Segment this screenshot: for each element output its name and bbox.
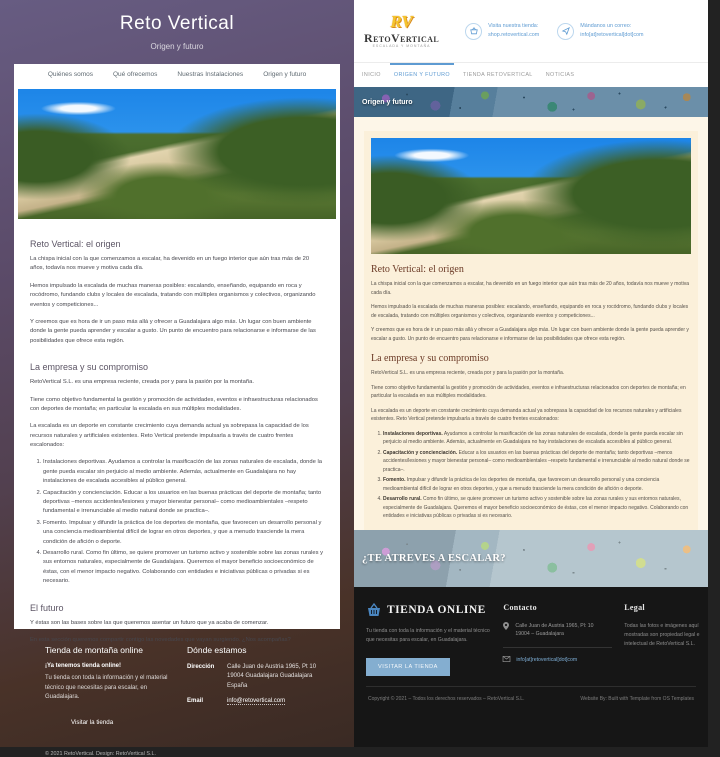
right-header (354, 0, 708, 62)
footer-address-row (503, 622, 612, 648)
paragraph: La chispa inicial con la que comenzamos a escalar, ha devenido en un fuego interior que aún tras más de 20 años, todavía nos mueve y motiva cada día. (30, 256, 310, 272)
footer-legal-column (624, 603, 720, 676)
address-row (187, 663, 338, 691)
mail-contact-label: Mándanos un correo: (580, 23, 632, 30)
list-item-lead: Capacitación y concienciación. (383, 449, 458, 456)
paragraph: En esta sección queremos compartir contigo las novedades que vayan surgiendo. ¿Nos acompañas? (30, 636, 291, 643)
list-item (383, 430, 691, 447)
basket-icon (465, 23, 482, 40)
page-title: Reto Vertical (119, 13, 235, 34)
footer-shop-column (366, 603, 491, 676)
visit-shop-link[interactable]: Visitar la tienda (71, 718, 114, 726)
list-item-lead: Fomento. (383, 477, 406, 483)
right-site-panel (354, 0, 708, 747)
section-heading-origin: Reto Vertical: el origen (30, 239, 121, 249)
address-value: Calle Juan de Austria 1965, Pt 10 19004 Guadalajara Guadalajara España (227, 664, 317, 689)
four-fronts-list (30, 458, 324, 586)
nav-item-instalaciones[interactable]: Nuestras Instalaciones (177, 71, 244, 78)
logo-tagline: ESCALADA Y MONTAÑA (372, 44, 431, 49)
section-heading-future: El futuro (30, 602, 64, 613)
logo-rv-icon: RV (390, 12, 413, 32)
logo-name: RetoVertical (364, 31, 440, 46)
list-item (43, 519, 324, 547)
list-item (43, 549, 324, 587)
envelope-icon (503, 656, 510, 662)
location-pin-icon (503, 622, 509, 630)
list-item (43, 458, 324, 486)
copyright-text: Copyright © 2021 – Todos los derechos reservados – RetoVertical S.L. (368, 695, 525, 702)
landscape-photo (371, 138, 691, 254)
list-item-lead: Instalaciones deportivas. (383, 430, 443, 437)
header-contacts (465, 22, 643, 39)
list-item-text: Educar a los usuarios en las buenas prácticas del deporte de montaña; tanto deportivas –menos accidentes/lesiones y mayor bienestar personal– como medioambientales –respeto fundamental e irrenunciable al medio natural donde se practica–. (43, 489, 322, 515)
email-row (187, 697, 338, 706)
site-logo[interactable] (364, 13, 439, 49)
copyright-text: © 2021 RetoVertical. Design: RetoVertical S.L. (45, 750, 156, 757)
shop-contact-label: Visita nuestra tienda: (488, 23, 539, 30)
breadcrumb: Origen y futuro (362, 98, 413, 106)
right-footer (354, 587, 708, 747)
list-item-text: Ayudamos a controlar la masificación de las zonas naturales de escalada, donde la gente pueda escalar sin perjuicio al medio ambiente. Además, actualmente en Guadalajara no hay instalaciones de escalada accesibles al público general. (43, 459, 322, 485)
right-nav (354, 62, 708, 87)
footer-address-line1: Calle Juan de Austria 1965, Pl: 10 (515, 623, 594, 629)
header-shop-contact[interactable] (465, 22, 539, 39)
list-item-text: Impulsar y difundir la práctica de los deportes de montaña, que favorecen un desarrollo personal y una conciencia medioambiental difícil de lograr en otros deportes, y que a menudo trasciende la mera condición de afición o deporte. (43, 519, 322, 545)
footer-address-line2: 19004 – Guadalajara (515, 631, 564, 638)
paragraph: Hemos impulsado la escalada de muchas maneras posibles: escalando, enseñando, equipando en roca y rocódromo, fundando clubs y locales de escalada, tratando con múltiples organismos y colectivos, organizando eventos y competiciones... (30, 282, 316, 308)
paragraph: La chispa inicial con la que comenzamos a escalar, ha devenido en un fuego interior que aún tras más de 20 años, todavía nos mueve y motiva cada día. (371, 281, 689, 296)
left-content-card (14, 85, 340, 643)
paragraph: Hemos impulsado la escalada de muchas maneras posibles: escalando, enseñando, equipando en roca y rocódromo, fundando clubs y locales de escalada, tratando con múltiples organismos y colectivos, organizando eventos y competiciones... (371, 304, 689, 319)
list-item-text: Ayudamos a controlar la masificación de las zonas naturales de escalada, donde la gente pueda escalar sin perjuicio al medio ambiente. Además, actualmente en Guadalajara no hay instalaciones de escalada accesibles al público general. (383, 430, 683, 445)
footer-contact-heading: Contacto (503, 603, 537, 612)
paragraph: Tiene como objetivo fundamental la gestión y promoción de actividades, eventos e infraestructuras relacionados con deportes de montaña; en particular la escalada en sus múltiples modalidades. (371, 384, 686, 399)
list-item-text: Impulsar y difundir la práctica de los deportes de montaña, que favorecen un desarrollo personal y una conciencia medioambiental difícil de lograr en otros deportes, y que a menudo trasciende la mera condición de afición o deporte. (383, 477, 660, 492)
right-article (371, 264, 691, 570)
list-item-lead: Desarrollo rural. (43, 549, 85, 556)
list-item (43, 489, 324, 517)
footer-email-link[interactable]: info[at]retovertical[dot]com (516, 656, 578, 663)
header-mail-contact[interactable] (557, 22, 643, 39)
landscape-photo (18, 89, 336, 219)
footer-bottom-bar (366, 686, 696, 711)
climbing-banner (354, 530, 708, 587)
right-main (354, 117, 708, 530)
nav-item-origen-y-futuro[interactable]: Origen y futuro (263, 71, 307, 78)
footer-shop-text: Tu tienda con toda la información y el material técnico que necesitas para escalar, en Guadalajara. (45, 675, 168, 701)
list-item-text: Como fin último, se quiere promover un turismo activo y sostenible sobre las zonas rurales y sus entornos naturales, especialmente de Guadalajara. Queremos el mayor beneficio socioeconómico de éstas, con el menor impacto negativo. Colaborando con entidades e iniciativas públicas o privadas si es necesario. (43, 549, 323, 585)
list-item (383, 476, 691, 493)
paragraph: Y creemos que es hora de ir un paso más allá y ofrecer a Guadalajara algo más. Un lugar con buen ambiente donde la gente pueda aprender y escalar a gusto. Un punto de encuentro para relacionarse e informarse de las posibilidades que ofrece esta región. (30, 318, 316, 344)
footer-where-heading: Dónde estamos (187, 645, 247, 655)
nav-item-noticias[interactable]: NOTICIAS (545, 72, 575, 78)
credits-text: Website By: Built with Template from OS Templates (580, 695, 694, 702)
left-footer (0, 629, 354, 757)
paragraph: Tiene como objetivo fundamental la gestión y promoción de actividades, eventos e infraestructuras relacionados con deportes de montaña; en particular la escalada en sus múltiples modalidades. (30, 396, 318, 412)
left-site-panel (0, 0, 354, 757)
footer-shop-heading: TIENDA ONLINE (387, 604, 486, 616)
address-label: Dirección (187, 664, 215, 670)
four-fronts-list (371, 430, 691, 521)
section-heading-company: La empresa y su compromiso (371, 353, 489, 364)
list-item (383, 449, 691, 475)
list-item-lead: Fomento. (43, 519, 68, 526)
paragraph: RetoVertical S.L. es una empresa reciente, creada por y para la pasión por la montaña. (30, 379, 254, 386)
paragraph: La escalada es un deporte en constante crecimiento cuya demanda actual ya sobrepasa la capacidad de los recursos naturales y artificiales existentes. Reto Vertical pretende impulsarla a través de cuatro frentes escalonados: (371, 407, 682, 422)
list-item (383, 495, 691, 521)
footer-legal-text: Todas las fotos e imágenes aquí mostradas son propiedad legal e intelectual de RetoVertical S.L. (624, 623, 700, 647)
section-heading-company: La empresa y su compromiso (30, 362, 149, 373)
footer-email-row (503, 656, 612, 672)
paragraph: RetoVertical S.L. es una empresa reciente, creada por y para la pasión por la montaña. (371, 370, 565, 376)
page-subtitle: Origen y futuro (150, 42, 204, 51)
basket-icon (366, 603, 382, 617)
banner-text: ¿TE ATREVES A ESCALAR? (362, 553, 506, 564)
email-link[interactable]: info@retovertical.com (227, 697, 286, 704)
paper-plane-icon (557, 23, 574, 40)
nav-item-quienes-somos[interactable]: Quiénes somos (47, 71, 93, 78)
left-header (0, 0, 354, 51)
footer-contact-column (503, 603, 612, 676)
nav-item-origen-y-futuro-active[interactable]: ORIGEN Y FUTURO (392, 64, 452, 86)
footer-shop-lead: ¡Ya tenemos tienda online! (45, 663, 122, 669)
list-item-lead: Instalaciones deportivas. (43, 459, 107, 466)
paragraph: Y éstas son las bases sobre las que queremos asentar un futuro que ya acaba de comenzar. (30, 619, 269, 626)
email-label: Email (187, 697, 204, 704)
list-item-lead: Desarrollo rural. (383, 496, 422, 502)
hero-climbing-wall-strip (354, 87, 708, 117)
mail-contact-address[interactable]: info[at]retovertical[dot]com (580, 32, 644, 38)
nav-item-tienda[interactable]: TIENDA RETOVERTICAL (463, 72, 533, 78)
left-nav (14, 64, 340, 85)
footer-shop-column (45, 645, 173, 729)
footer-shop-text: Tu tienda con toda la información y el material técnico que necesitas para escalar, en Guadalajara. (366, 628, 490, 643)
shop-contact-url[interactable]: shop.retovertical.com (488, 32, 540, 38)
footer-where-column (187, 645, 338, 729)
list-item-lead: Capacitación y concienciación. (43, 489, 123, 496)
list-item-text: Educar a los usuarios en las buenas prácticas del deporte de montaña; tanto deportivas –menos accidentes/lesiones y mayor bienestar personal– como medioambientales –respeto fundamental e irrenunciable al medio natural donde se practica–. (383, 449, 690, 473)
nav-item-que-ofrecemos[interactable]: Qué ofrecemos (112, 71, 158, 78)
paragraph: La escalada es un deporte en constante crecimiento cuya demanda actual ya sobrepasa la capacidad de los recursos naturales y artificiales existentes. Reto Vertical pretende impulsarla a través de cuatro frentes escalonados: (30, 423, 309, 449)
section-heading-origin: Reto Vertical: el origen (371, 264, 464, 275)
footer-legal-heading: Legal (624, 603, 645, 612)
paragraph: Y creemos que es hora de ir un paso más allá y ofrecer a Guadalajara algo más. Un lugar con buen ambiente donde la gente pueda aprender y escalar a gusto. Un punto de encuentro para relacionarse e informarse de las posibilidades que ofrece esta región. (371, 327, 689, 342)
visit-shop-button[interactable]: VISITAR LA TIENDA (366, 658, 450, 676)
nav-item-inicio[interactable]: INICIO (362, 72, 381, 78)
footer-shop-heading: Tienda de montaña online (45, 645, 143, 655)
list-item-text: Como fin último, se quiere promover un turismo activo y sostenible sobre las zonas rurales y sus entornos naturales, especialmente de Guadalajara. Queremos el mayor beneficio socioeconómico de éstas, con el menor impacto negativo. Colaborando con entidades e iniciativas públicas o privadas si es necesario. (383, 496, 689, 519)
right-content-card (364, 131, 698, 588)
left-article (18, 219, 336, 645)
